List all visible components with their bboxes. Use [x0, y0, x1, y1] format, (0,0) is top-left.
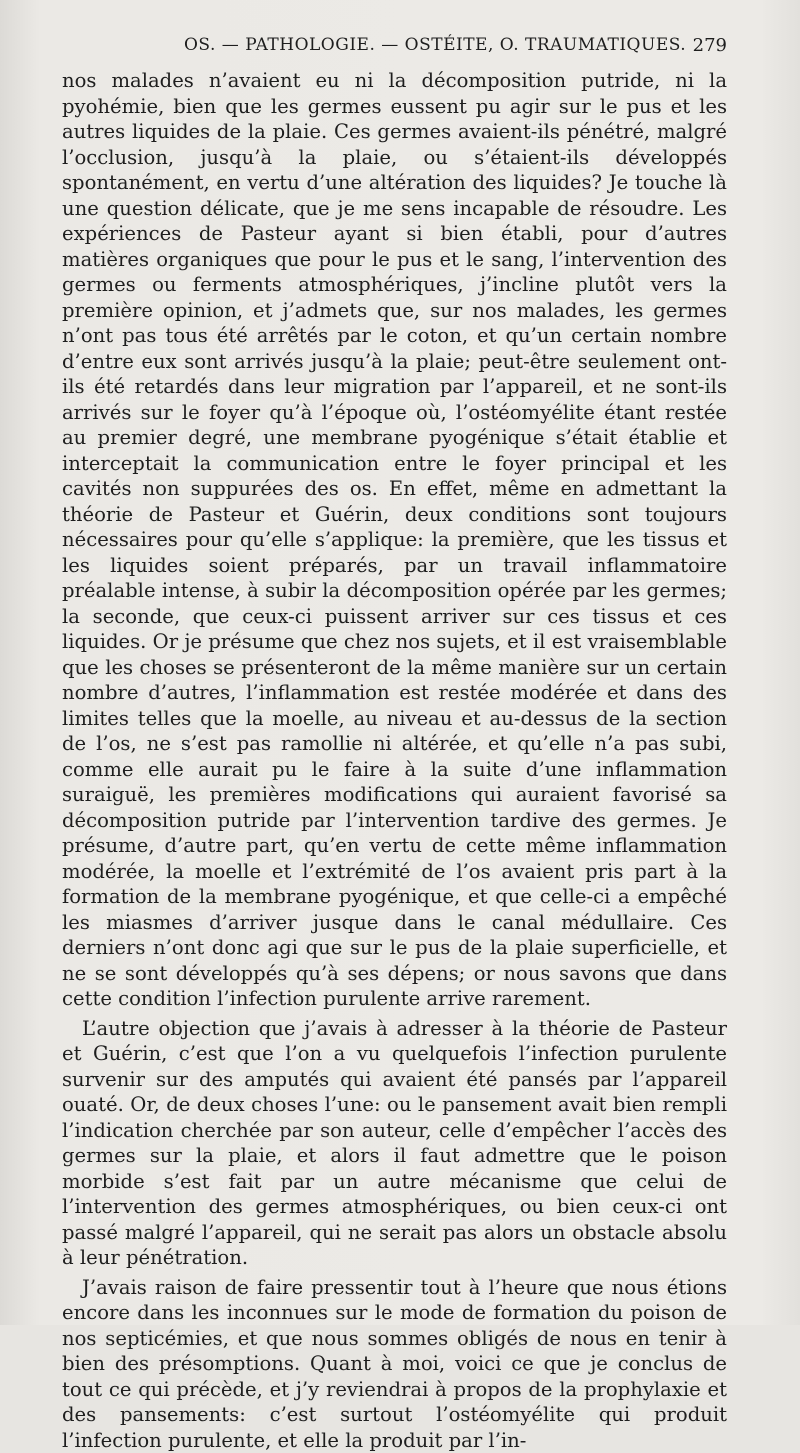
paragraph-2: L’autre objection que j’avais à adresser à la théorie de Pasteur et Guérin, c’est que l’on a vu quelquefois l’infection purulente survenir sur des amputés qui avaient été pansés par l’appareil ouaté. Or, de deux choses l’une: ou le pansement avait bien rempli l’indication cherchée par son auteur, celle d’empêcher l’accès des germes sur la plaie, et alors il faut admettre que le poison morbide s’est fait par un autre mécanisme que celui de l’intervention des germes atmosphériques, ou bien ceux-ci ont passé malgré l’appareil, qui ne serait pas alors un obstacle absolu à leur pénétration. [62, 1016, 727, 1271]
running-header [62, 33, 727, 59]
paragraph-3: J’avais raison de faire pressentir tout à l’heure que nous étions encore dans les inconnues sur le mode de formation du poison de nos septicémies, et que nous sommes obligés de nous en tenir à bien des présomptions. Quant à moi, voici ce que je conclus de tout ce qui précède, et j’y reviendrai à propos de la prophylaxie et des pansements: c’est surtout l’ostéomyélite qui produit l’infection purulente, et elle la produit par l’in- [62, 1275, 727, 1453]
page-number: 279 [693, 35, 727, 56]
body-text [62, 68, 727, 1453]
running-title: OS. — PATHOLOGIE. — OSTÉITE, O. TRAUMATIQUES. [184, 35, 686, 55]
paragraph-1: nos malades n’avaient eu ni la décomposition putride, ni la pyohémie, bien que les germes eussent pu agir sur le pus et les autres liquides de la plaie. Ces germes avaient-ils pénétré, malgré l’occlusion, jusqu’à la plaie, ou s’étaient-ils développés spontanément, en vertu d’une altération des liquides? Je touche là une question délicate, que je me sens incapable de résoudre. Les expériences de Pasteur ayant si bien établi, pour d’autres matières organiques que pour le pus et le sang, l’intervention des germes ou ferments atmosphériques, j’incline plutôt vers la première opinion, et j’admets que, sur nos malades, les germes n’ont pas tous été arrêtés par le coton, et qu’un certain nombre d’entre eux sont arrivés jusqu’à la plaie; peut-être seulement ont-ils été retardés dans leur migration par l’appareil, et ne sont-ils arrivés sur le foyer qu’à l’époque où, l’ostéomyélite étant restée au premier degré, une membrane pyogénique s’était établie et interceptait la communication entre le foyer principal et les cavités non suppurées des os. En effet, même en admettant la théorie de Pasteur et Guérin, deux conditions sont toujours nécessaires pour qu’elle s’applique: la première, que les tissus et les liquides soient préparés, par un travail inflammatoire préalable intense, à subir la décomposition opérée par les germes; la seconde, que ceux-ci puissent arriver sur ces tissus et ces liquides. Or je présume que chez nos sujets, et il est vraisemblable que les choses se présenteront de la même manière sur un certain nombre d’autres, l’inflammation est restée modérée et dans des limites telles que la moelle, au niveau et au-dessus de la section de l’os, ne s’est pas ramollie ni altérée, et qu’elle n’a pas subi, comme elle aurait pu le faire à la suite d’une inflammation suraiguë, les premières modifications qui auraient favorisé sa décomposition putride par l’intervention tardive des germes. Je présume, d’autre part, qu’en vertu de cette même inflammation modérée, la moelle et l’extrémité de l’os avaient pris part à la formation de la membrane pyogénique, et que celle-ci a empêché les miasmes d’arriver jusque dans le canal médullaire. Ces derniers n’ont donc agi que sur le pus de la plaie superficielle, et ne se sont développés qu’à ses dépens; or nous savons que dans cette condition l’infection purulente arrive rarement. [62, 68, 727, 1012]
